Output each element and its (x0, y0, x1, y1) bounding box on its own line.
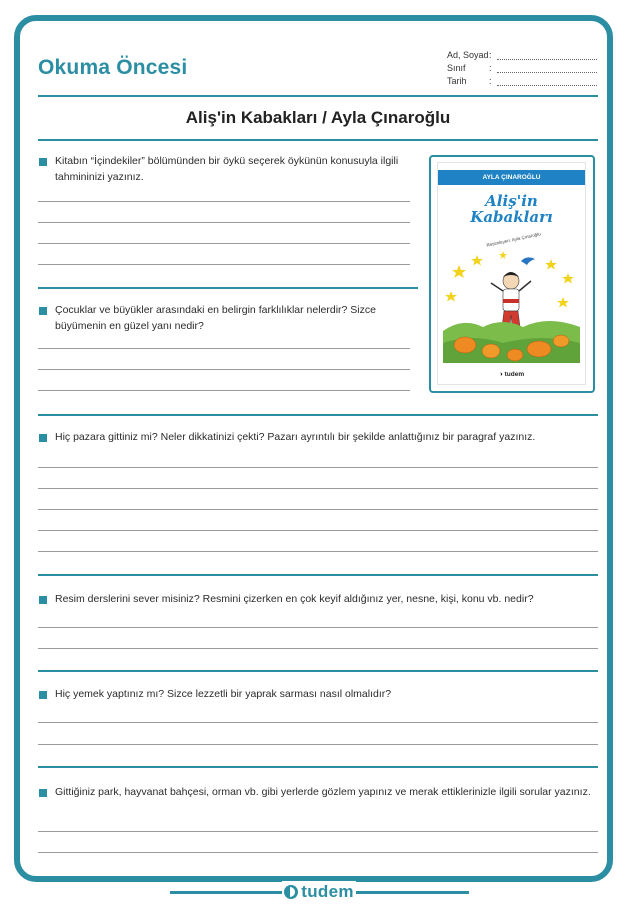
question-bullet-6 (39, 789, 47, 797)
answer-line[interactable] (38, 201, 410, 202)
footer-logo (282, 881, 356, 903)
heading-divider (38, 139, 598, 141)
answer-line[interactable] (38, 390, 410, 391)
name-input-line[interactable] (497, 51, 597, 60)
question-bullet-2 (39, 307, 47, 315)
question-6: Gittiğiniz park, hayvanat bahçesi, orman vb. gibi yerlerde gözlem yapınız ve merak ettiklerinizle ilgili sorular yazınız. (55, 786, 591, 798)
name-label: Ad, Soyad (447, 50, 489, 60)
question-5: Hiç yemek yaptınız mı? Sizce lezzetli bir yaprak sarması nasıl olmalıdır? (55, 688, 392, 700)
cover-subtitle: Resimleyen: Ayla Çınaroğlu (486, 231, 542, 248)
book-cover-inner (437, 162, 586, 385)
question-3: Hiç pazara gittiniz mi? Neler dikkatinizi çekti? Pazarı ayrıntılı bir şekilde anlattığınız bir paragraf yazınız. (55, 431, 536, 443)
answer-line[interactable] (38, 369, 410, 370)
section-divider (38, 574, 598, 576)
cover-author: AYLA ÇINAROĞLU (438, 170, 585, 185)
tudem-logo-icon (284, 885, 298, 899)
cover-title-line-2: Kabakları (470, 208, 553, 226)
section-divider (38, 414, 598, 416)
answer-line[interactable] (38, 222, 410, 223)
section-divider (38, 287, 418, 289)
question-bullet-1 (39, 158, 47, 166)
date-field[interactable] (447, 73, 597, 86)
cover-title-line-1: Aliş'in (485, 192, 538, 210)
answer-line[interactable] (38, 264, 410, 265)
answer-line[interactable] (38, 551, 598, 552)
footer-line-right (354, 891, 469, 894)
header-divider (38, 95, 598, 97)
name-colon: : (489, 50, 492, 60)
page-title: Okuma Öncesi (38, 56, 188, 79)
date-colon: : (489, 76, 492, 86)
class-input-line[interactable] (497, 64, 597, 73)
cover-title (438, 193, 585, 225)
class-field[interactable] (447, 60, 597, 73)
cover-illustration (443, 251, 580, 363)
answer-line[interactable] (38, 243, 410, 244)
answer-line[interactable] (38, 648, 598, 649)
answer-line[interactable] (38, 744, 598, 745)
book-cover (429, 155, 595, 393)
question-2: Çocuklar ve büyükler arasındaki en belirgin farklılıklar nelerdir? Sizce büyümenin en güzel yanı nedir? (55, 304, 376, 332)
answer-line[interactable] (38, 467, 598, 468)
question-bullet-3 (39, 434, 47, 442)
date-input-line[interactable] (497, 77, 597, 86)
student-info (447, 47, 597, 86)
section-divider (38, 766, 598, 768)
answer-line[interactable] (38, 722, 598, 723)
answer-line[interactable] (38, 530, 598, 531)
question-bullet-5 (39, 691, 47, 699)
cover-publisher (438, 371, 585, 378)
cover-publisher-text: tudem (504, 371, 525, 378)
footer-line-left (170, 891, 284, 894)
question-4: Resim derslerini sever misiniz? Resmini çizerken en çok keyif aldığınız yer, nesne, kişi, konu vb. nedir? (55, 593, 534, 605)
answer-line[interactable] (38, 627, 598, 628)
class-label: Sınıf (447, 63, 466, 73)
book-heading: Aliş'in Kabakları / Ayla Çınaroğlu (185, 108, 451, 127)
footer-brand: tudem (301, 882, 354, 901)
question-1: Kitabın “İçindekiler” bölümünden bir öykü seçerek öykünün konusuyla ilgili tahmininizi yazınız. (55, 155, 399, 183)
answer-line[interactable] (38, 852, 598, 853)
name-field[interactable] (447, 47, 597, 60)
class-colon: : (489, 63, 492, 73)
question-bullet-4 (39, 596, 47, 604)
answer-line[interactable] (38, 348, 410, 349)
page-frame (14, 15, 613, 882)
cover-publisher-icon: ◑ (498, 371, 503, 378)
answer-line[interactable] (38, 488, 598, 489)
answer-line[interactable] (38, 509, 598, 510)
answer-line[interactable] (38, 831, 598, 832)
section-divider (38, 670, 598, 672)
date-label: Tarih (447, 76, 467, 86)
